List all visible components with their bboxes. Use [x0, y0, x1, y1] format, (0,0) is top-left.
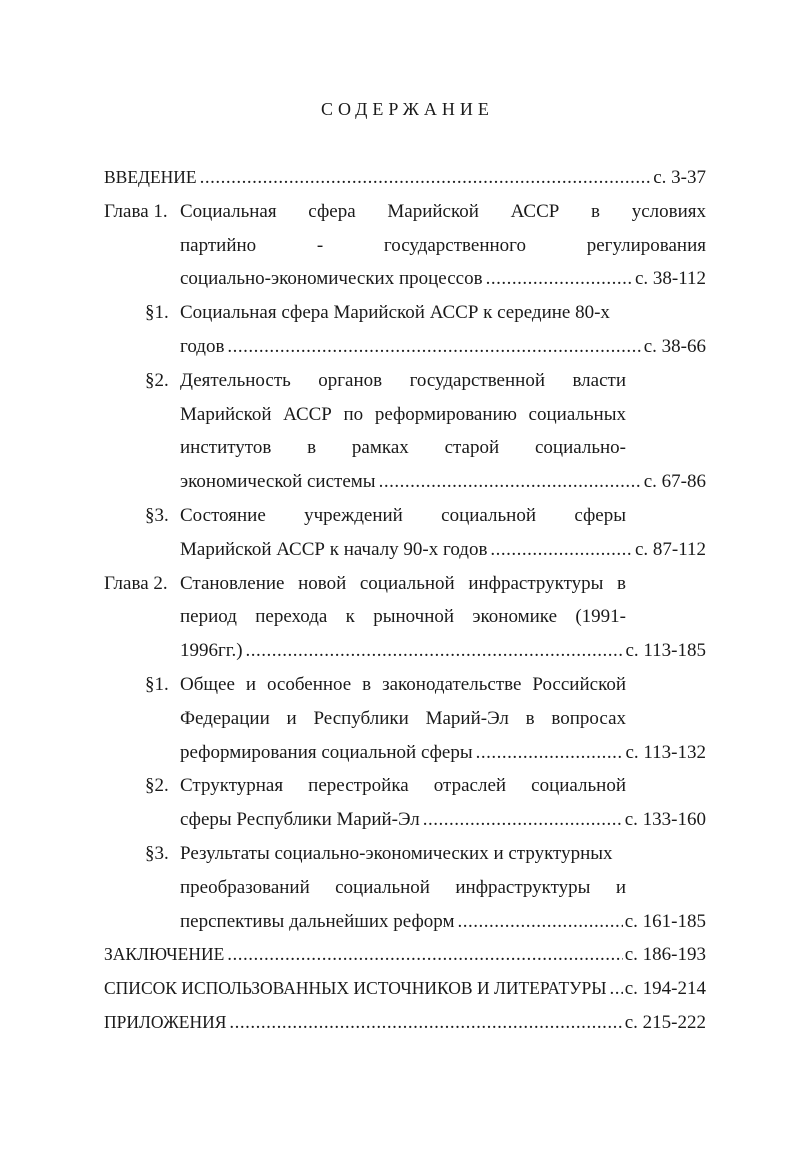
page-range: с. 113-132 — [625, 741, 706, 763]
toc-section-1-3[interactable] — [104, 499, 706, 567]
chapter-label: Глава 1. — [104, 200, 168, 222]
section-label: §3. — [145, 504, 169, 526]
entry-title: ПРИЛОЖЕНИЯ — [104, 1011, 227, 1032]
dot-leader — [227, 330, 641, 364]
section-label: §2. — [145, 775, 169, 797]
toc-entry-appendix[interactable] — [104, 1006, 706, 1040]
dot-leader — [227, 938, 622, 972]
toc-section-1-2[interactable] — [104, 364, 706, 499]
section-label: §1. — [145, 302, 169, 324]
page-range: с. 38-66 — [643, 335, 706, 357]
chapter-label: Глава 2. — [104, 572, 168, 594]
toc-entry-sources[interactable] — [104, 972, 706, 1006]
section-title-line: Общее и особенное в законодательстве Российской — [180, 673, 626, 695]
dot-leader — [458, 905, 623, 939]
section-label: §3. — [145, 842, 169, 864]
table-of-contents — [104, 161, 706, 1040]
section-title-line: перспективы дальнейших реформ — [180, 910, 455, 932]
section-title-line: Марийской АССР к началу 90-х годов — [180, 538, 488, 560]
dot-leader — [476, 736, 624, 770]
dot-leader — [610, 972, 623, 1006]
section-title-line: годов — [180, 335, 225, 357]
chapter-title-line: Становление новой социальной инфраструктуры в — [180, 572, 626, 594]
chapter-title-line: социально-экономических процессов — [180, 268, 483, 290]
section-title-line: сферы Республики Марий-Эл — [180, 809, 420, 831]
dot-leader — [486, 262, 633, 296]
dot-leader — [200, 161, 652, 195]
page-range: с. 113-185 — [625, 640, 706, 662]
dot-leader — [379, 465, 642, 499]
section-title-line: Результаты социально-экономических и структурных — [180, 842, 613, 864]
chapter-title-line: Социальная сфера Марийской АССР в условиях — [180, 200, 706, 222]
page-range: с. 186-193 — [624, 944, 706, 966]
entry-title: ВВЕДЕНИЕ — [104, 167, 197, 187]
page-range: с. 67-86 — [643, 471, 706, 493]
section-label: §1. — [145, 673, 169, 695]
dot-leader — [246, 634, 624, 668]
section-title-line: преобразований социальной инфраструктуры и — [180, 876, 626, 898]
chapter-title-line: 1996гг.) — [180, 640, 243, 662]
section-title-line: Федерации и Республики Марий-Эл в вопросах — [180, 707, 626, 729]
section-title-line: Структурная перестройка отраслей социальной — [180, 775, 626, 797]
page-range: с. 3-37 — [653, 167, 706, 188]
toc-entry-introduction[interactable] — [104, 161, 706, 195]
toc-section-2-3[interactable] — [104, 837, 706, 938]
toc-chapter-1[interactable] — [104, 195, 706, 296]
page-range: с. 194-214 — [624, 978, 706, 1000]
dot-leader — [423, 803, 623, 837]
section-title-line: Социальная сфера Марийской АССР к середине 80-х — [180, 302, 610, 324]
chapter-title-line: период перехода к рыночной экономике (1991- — [180, 606, 626, 628]
toc-chapter-2[interactable] — [104, 567, 706, 668]
section-title-line: Состояние учреждений социальной сферы — [180, 504, 626, 526]
dot-leader — [229, 1006, 622, 1040]
page-range: с. 87-112 — [634, 538, 706, 560]
toc-entry-conclusion[interactable] — [104, 938, 706, 972]
page-range: с. 215-222 — [624, 1011, 706, 1033]
chapter-title-line: партийно - государственного регулирования — [180, 234, 706, 256]
page-title: СОДЕРЖАНИЕ — [321, 99, 494, 119]
section-title-line: Деятельность органов государственной власти — [180, 369, 626, 391]
toc-section-2-2[interactable] — [104, 769, 706, 837]
page-range: с. 133-160 — [624, 809, 706, 831]
section-title-line: Марийской АССР по реформированию социальных — [180, 403, 626, 425]
entry-title: СПИСОК ИСПОЛЬЗОВАННЫХ ИСТОЧНИКОВ И ЛИТЕРАТУРЫ — [104, 978, 607, 999]
section-title-line: институтов в рамках старой социально- — [180, 437, 626, 459]
entry-title: ЗАКЛЮЧЕНИЕ — [104, 944, 225, 965]
section-title-line: экономической системы — [180, 471, 376, 493]
page-range: с. 38-112 — [634, 268, 706, 290]
section-title-line: реформирования социальной сферы — [180, 741, 473, 763]
section-label: §2. — [145, 369, 169, 391]
dot-leader — [490, 533, 633, 567]
toc-section-1-1[interactable] — [104, 296, 706, 364]
page-range: с. 161-185 — [624, 910, 706, 932]
toc-section-2-1[interactable] — [104, 668, 706, 769]
